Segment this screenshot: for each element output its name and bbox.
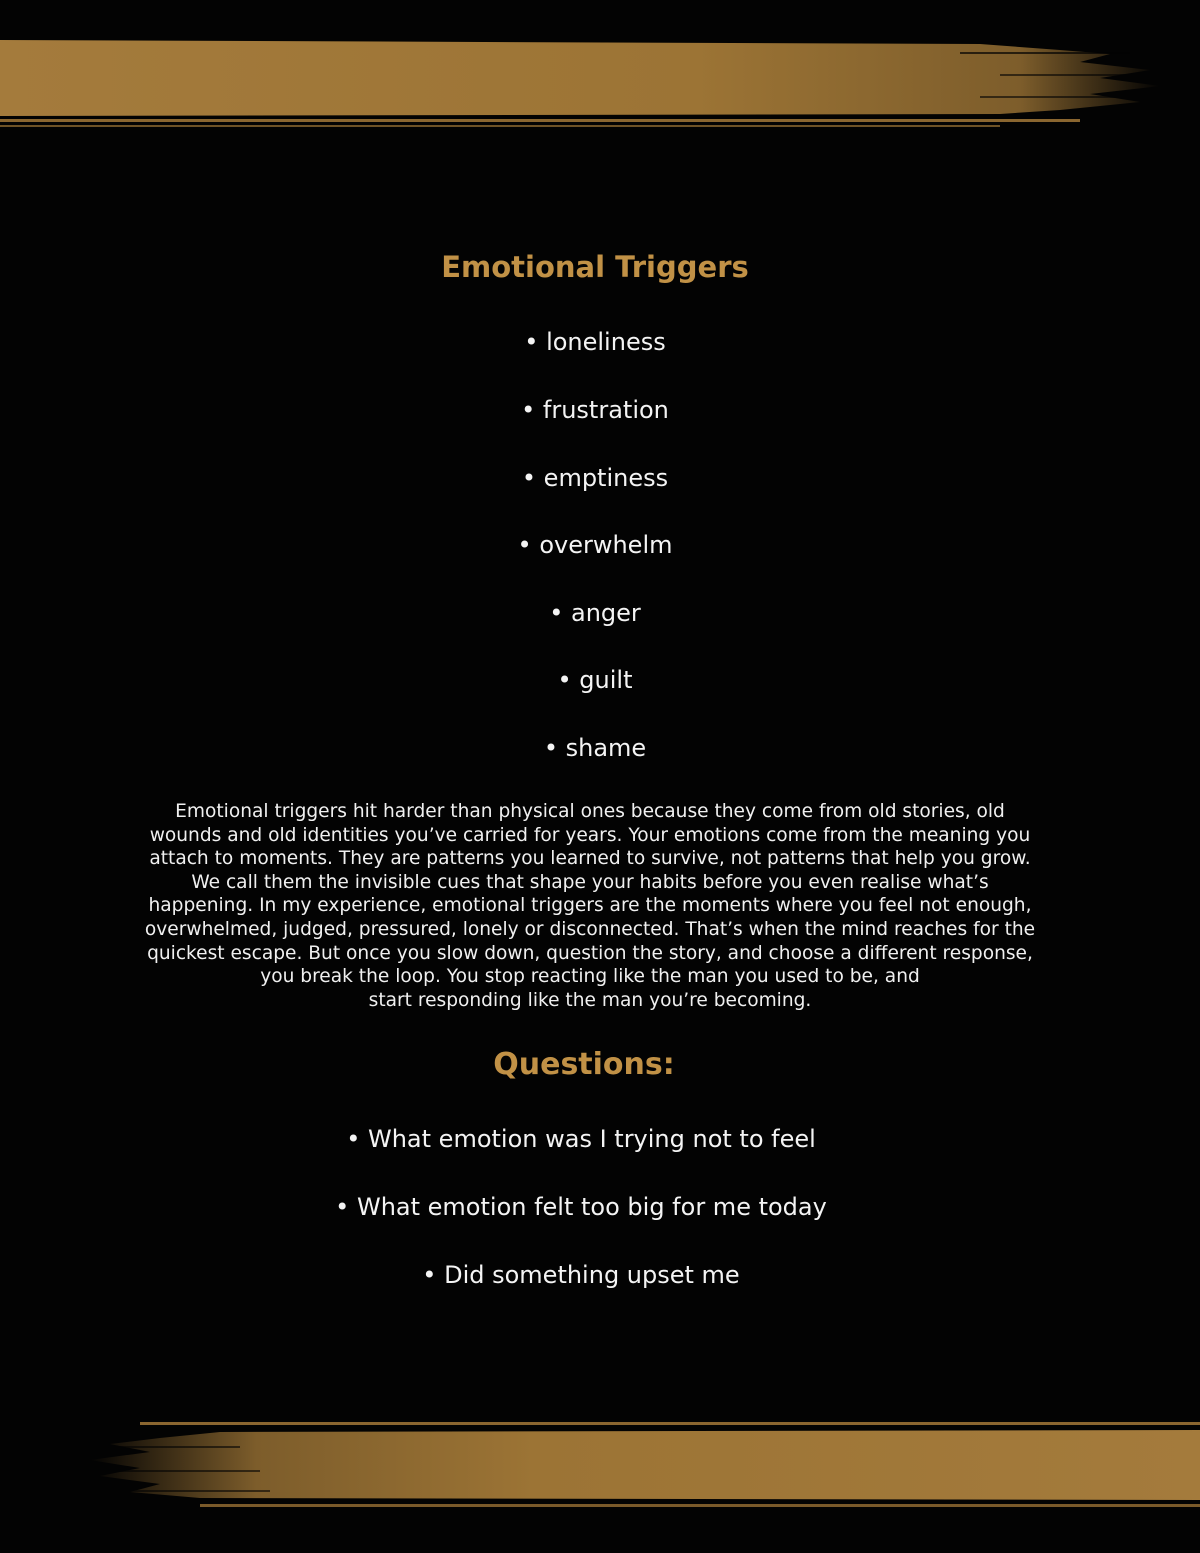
list-item: • frustration (521, 396, 669, 424)
list-item: • anger (549, 599, 641, 627)
body-paragraph (120, 800, 1060, 1012)
question-item: • Did something upset me (422, 1261, 740, 1289)
list-item: • loneliness (524, 328, 666, 356)
paragraph-line: Emotional triggers hit harder than physical ones because they come from old stories, old (175, 801, 1005, 822)
list-item: • shame (543, 734, 647, 762)
paragraph-line: We call them the invisible cues that shape your habits before you even realise what’s (191, 871, 989, 893)
list-item: • overwhelm (517, 531, 673, 559)
paragraph-line: wounds and old identities you’ve carried for years. Your emotions come from the meaning you (149, 824, 1031, 846)
questions-heading: Questions: (493, 1047, 675, 1082)
paragraph-line: overwhelmed, judged, pressured, lonely or disconnected. That’s when the mind reaches for the (144, 918, 1036, 940)
top-gold-brush-stroke (0, 30, 1200, 140)
page-title: Emotional Triggers (441, 250, 749, 284)
paragraph-line: you break the loop. You stop reacting like the man you used to be, and (260, 966, 920, 988)
paragraph-line: quickest escape. But once you slow down, question the story, and choose a different response, (147, 942, 1033, 964)
paragraph-line: happening. In my experience, emotional triggers are the moments where you feel not enough, (148, 895, 1032, 917)
list-item: • guilt (557, 666, 633, 694)
question-item: • What emotion felt too big for me today (335, 1193, 827, 1221)
paragraph-line: start responding like the man you’re becoming. (368, 989, 812, 1011)
list-item: • emptiness (521, 464, 669, 492)
bottom-gold-brush-stroke (0, 1410, 1200, 1520)
question-item: • What emotion was I trying not to feel (346, 1125, 816, 1153)
paragraph-line: attach to moments. They are patterns you learned to survive, not patterns that help you grow. (149, 848, 1031, 870)
